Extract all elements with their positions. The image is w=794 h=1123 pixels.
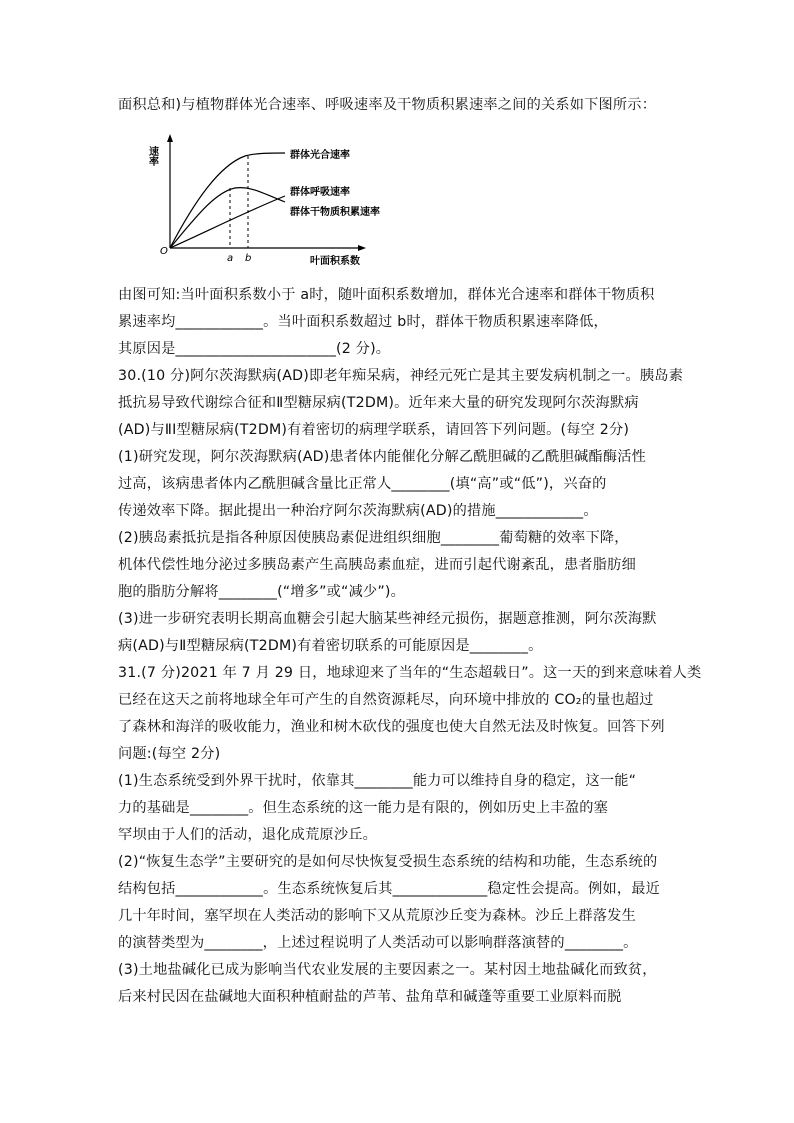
x-axis-arrow [358, 245, 366, 251]
text-line: 力的基础是________。但生态系统的这一能力是有限的，例如历史上丰盈的塞 [118, 800, 608, 816]
text-line: (AD)与ⅡI型糖尿病(T2DM)有着密切的病理学联系，请回答下列问题。(每空 2分) [118, 422, 630, 438]
text-line: 后来村民因在盐碱地大面积种植耐盐的芦苇、盐角草和碱蓬等重要工业原料而脱 [118, 989, 622, 1005]
text-line: 由图可知:当叶面积系数小于 a时，随叶面积系数增加，群体光合速率和群体干物质积 [118, 287, 655, 303]
text-line: 罕坝由于人们的活动，退化成荒原沙丘。 [118, 827, 377, 843]
text-line: 31.(7 分)2021 年 7 月 29 日，地球迎来了当年的“生态超载日”。这一天的到来意味着人类 [118, 665, 702, 681]
text-line: (2)胰岛素抵抗是指各种原因使胰岛素促进组织细胞________葡萄糖的效率下降， [118, 530, 629, 546]
series-line-photosynthesis [170, 153, 285, 248]
text-line: 传递效率下降。据此提出一种治疗阿尔茨海默病(AD)的措施____________。 [118, 503, 598, 519]
text-line: (3)进一步研究表明长期高血糖会引起大脑某些神经元损伤，据题意推测，阿尔茨海默 [118, 611, 657, 627]
text-line: 面积总和)与植物群体光合速率、呼吸速率及干物质积累速率之间的关系如下图所示： [118, 97, 657, 113]
origin-label: O [160, 246, 168, 257]
y-axis-arrow [167, 134, 173, 142]
text-line: 过高，该病患者体内乙酰胆碱含量比正常人________(填“高”或“低”)，兴奋的 [118, 476, 607, 492]
text-line: 其原因是______________________(2 分)。 [118, 341, 391, 357]
text-line: 几十年时间，塞罕坝在人类活动的影响下又从荒原沙丘变为森林。沙丘上群落发生 [118, 908, 636, 924]
text-line: (1)生态系统受到外界干扰时，依靠其________能力可以维持自身的稳定，这一能“ [118, 773, 637, 789]
text-line: 结构包括____________。生态系统恢复后其_____________稳定性会提高。例如，最近 [118, 881, 661, 897]
rate-vs-leaf-area-chart [146, 130, 410, 270]
x-axis-label: 叶面积系数 [310, 256, 360, 267]
chart-svg [146, 130, 410, 270]
series-label: 群体干物质积累速率 [290, 207, 380, 218]
text-line: 累速率均____________。当叶面积系数超过 b时，群体干物质积累速率降低， [118, 314, 608, 330]
text-line: 已经在这天之前将地球全年可产生的自然资源耗尽，向环境中排放的 CO₂的量也超过 [118, 692, 654, 708]
series-label: 群体呼吸速率 [290, 187, 350, 198]
x-tick-label: a [227, 253, 234, 264]
text-line: (1)研究发现，阿尔茨海默病(AD)患者体内能催化分解乙酰胆碱的乙酰胆碱酯酶活性 [118, 449, 646, 465]
text-line: (3)土地盐碱化已成为影响当代农业发展的主要因素之一。某村因土地盐碱化而致贫， [118, 962, 657, 978]
text-line: 了森林和海洋的吸收能力，渔业和树木砍伐的强度也使大自然无法及时恢复。回答下列 [118, 719, 665, 735]
text-line: 30.(10 分)阿尔茨海默病(AD)即老年痴呆病，神经元死亡是其主要发病机制之一。胰岛素 [118, 368, 684, 384]
text-line: 机体代偿性地分泌过多胰岛素产生高胰岛素血症，进而引起代谢紊乱，患者脂肪细 [118, 557, 636, 573]
series-line-dry-matter [170, 196, 285, 248]
text-line: 病(AD)与Ⅱ型糖尿病(T2DM)有着密切联系的可能原因是________。 [118, 638, 543, 654]
text-line: 胞的脂肪分解将________(“增多”或“减少”)。 [118, 584, 406, 600]
text-line: (2)“恢复生态学”主要研究的是如何尽快恢复受损生态系统的结构和功能，生态系统的 [118, 854, 658, 870]
text-line: 抵抗易导致代谢综合征和Ⅱ型糖尿病(T2DM)。近年来大量的研究发现阿尔茨海默病 [118, 395, 639, 411]
x-tick-label: b [245, 253, 252, 264]
y-axis-label: 速率 [146, 146, 158, 166]
text-line: 问题:(每空 2分) [118, 746, 221, 762]
series-label: 群体光合速率 [290, 150, 350, 161]
text-line: 的演替类型为________，上述过程说明了人类活动可以影响群落演替的________。 [118, 935, 638, 951]
